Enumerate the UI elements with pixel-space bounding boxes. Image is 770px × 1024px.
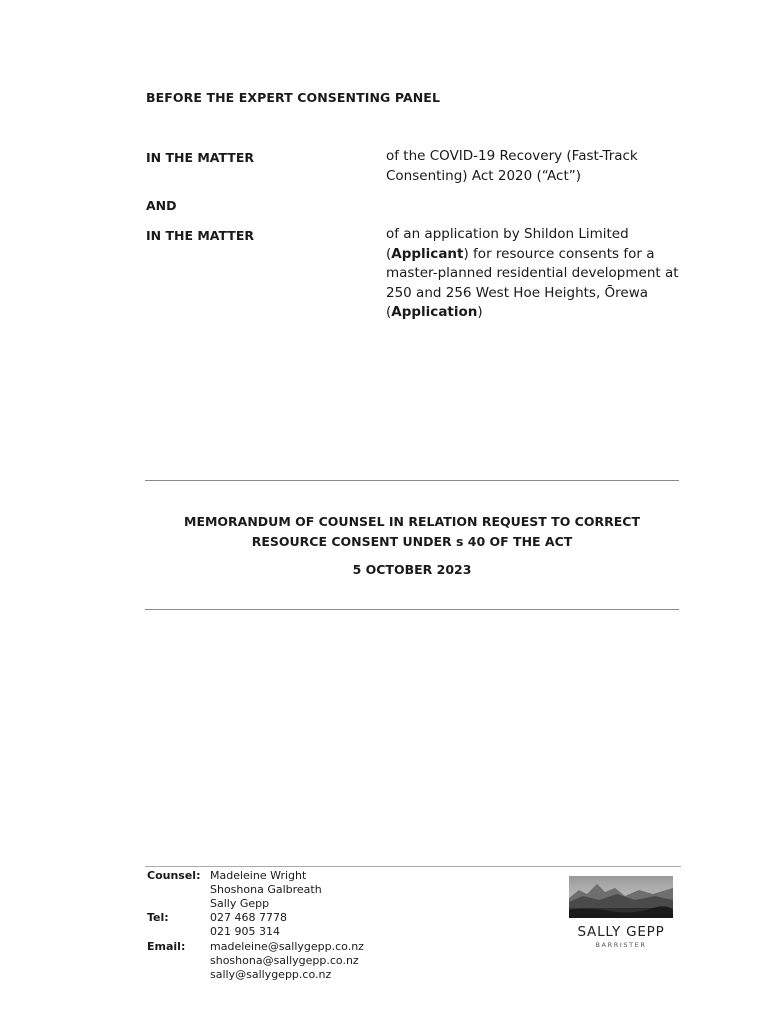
email-address-2[interactable]: shoshona@sallygepp.co.nz bbox=[210, 954, 359, 967]
matter-text-1-line-1: of the COVID-19 Recovery (Fast-Track bbox=[386, 148, 638, 164]
email-address-1[interactable]: madeleine@sallygepp.co.nz bbox=[210, 940, 364, 953]
matter-label-2: IN THE MATTER bbox=[146, 228, 254, 243]
matter-text-2-line-3: master-planned residential development at bbox=[386, 265, 679, 281]
and-label: AND bbox=[146, 198, 177, 213]
application-term: Application bbox=[391, 304, 478, 320]
matter-label-1: IN THE MATTER bbox=[146, 150, 254, 165]
email-address-3[interactable]: sally@sallygepp.co.nz bbox=[210, 968, 332, 981]
email-list bbox=[210, 940, 364, 982]
paren-close-2: ) bbox=[477, 304, 483, 320]
matter-text-1 bbox=[386, 147, 686, 186]
counsel-list bbox=[210, 869, 322, 911]
paren-open: ( bbox=[386, 245, 392, 262]
tel-label: Tel: bbox=[147, 911, 169, 924]
memo-title bbox=[145, 512, 679, 552]
matter-text-2 bbox=[386, 225, 686, 323]
panel-heading: BEFORE THE EXPERT CONSENTING PANEL bbox=[146, 90, 441, 105]
footer-divider bbox=[145, 866, 681, 867]
matter-text-2-line-1: of an application by Shildon Limited bbox=[386, 226, 629, 242]
tel-number-2: 021 905 314 bbox=[210, 925, 280, 938]
tel-list bbox=[210, 911, 287, 939]
paren-open-2: ( bbox=[386, 304, 392, 320]
applicant-term: Applicant bbox=[391, 245, 464, 262]
matter-text-2-line-2 bbox=[386, 245, 686, 265]
firm-logo bbox=[567, 876, 675, 949]
logo-subtitle: BARRISTER bbox=[595, 941, 647, 949]
memo-title-line-2: RESOURCE CONSENT UNDER s 40 OF THE ACT bbox=[251, 534, 573, 549]
email-label: Email: bbox=[147, 940, 186, 953]
counsel-name-1: Madeleine Wright bbox=[210, 869, 307, 882]
top-divider bbox=[145, 480, 679, 481]
counsel-name-2: Shoshona Galbreath bbox=[210, 883, 322, 896]
counsel-name-3: Sally Gepp bbox=[210, 897, 270, 910]
bottom-divider bbox=[145, 609, 679, 610]
matter-text-2-line-4: 250 and 256 West Hoe Heights, Ōrewa bbox=[386, 284, 649, 301]
matter-text-2-line-5 bbox=[386, 303, 686, 323]
tel-number-1: 027 468 7778 bbox=[210, 911, 287, 924]
counsel-label: Counsel: bbox=[147, 869, 201, 882]
memo-title-line-1: MEMORANDUM OF COUNSEL IN RELATION REQUEST TO CORRECT bbox=[184, 514, 640, 529]
matter-text-1-line-2: Consenting) Act 2020 (“Act”) bbox=[386, 167, 582, 184]
matter-text-2-line-2-rest: ) for resource consents for a bbox=[463, 245, 655, 262]
logo-name: SALLY GEPP bbox=[577, 924, 665, 940]
memo-date: 5 OCTOBER 2023 bbox=[352, 562, 472, 577]
landscape-logo-image bbox=[569, 876, 673, 918]
